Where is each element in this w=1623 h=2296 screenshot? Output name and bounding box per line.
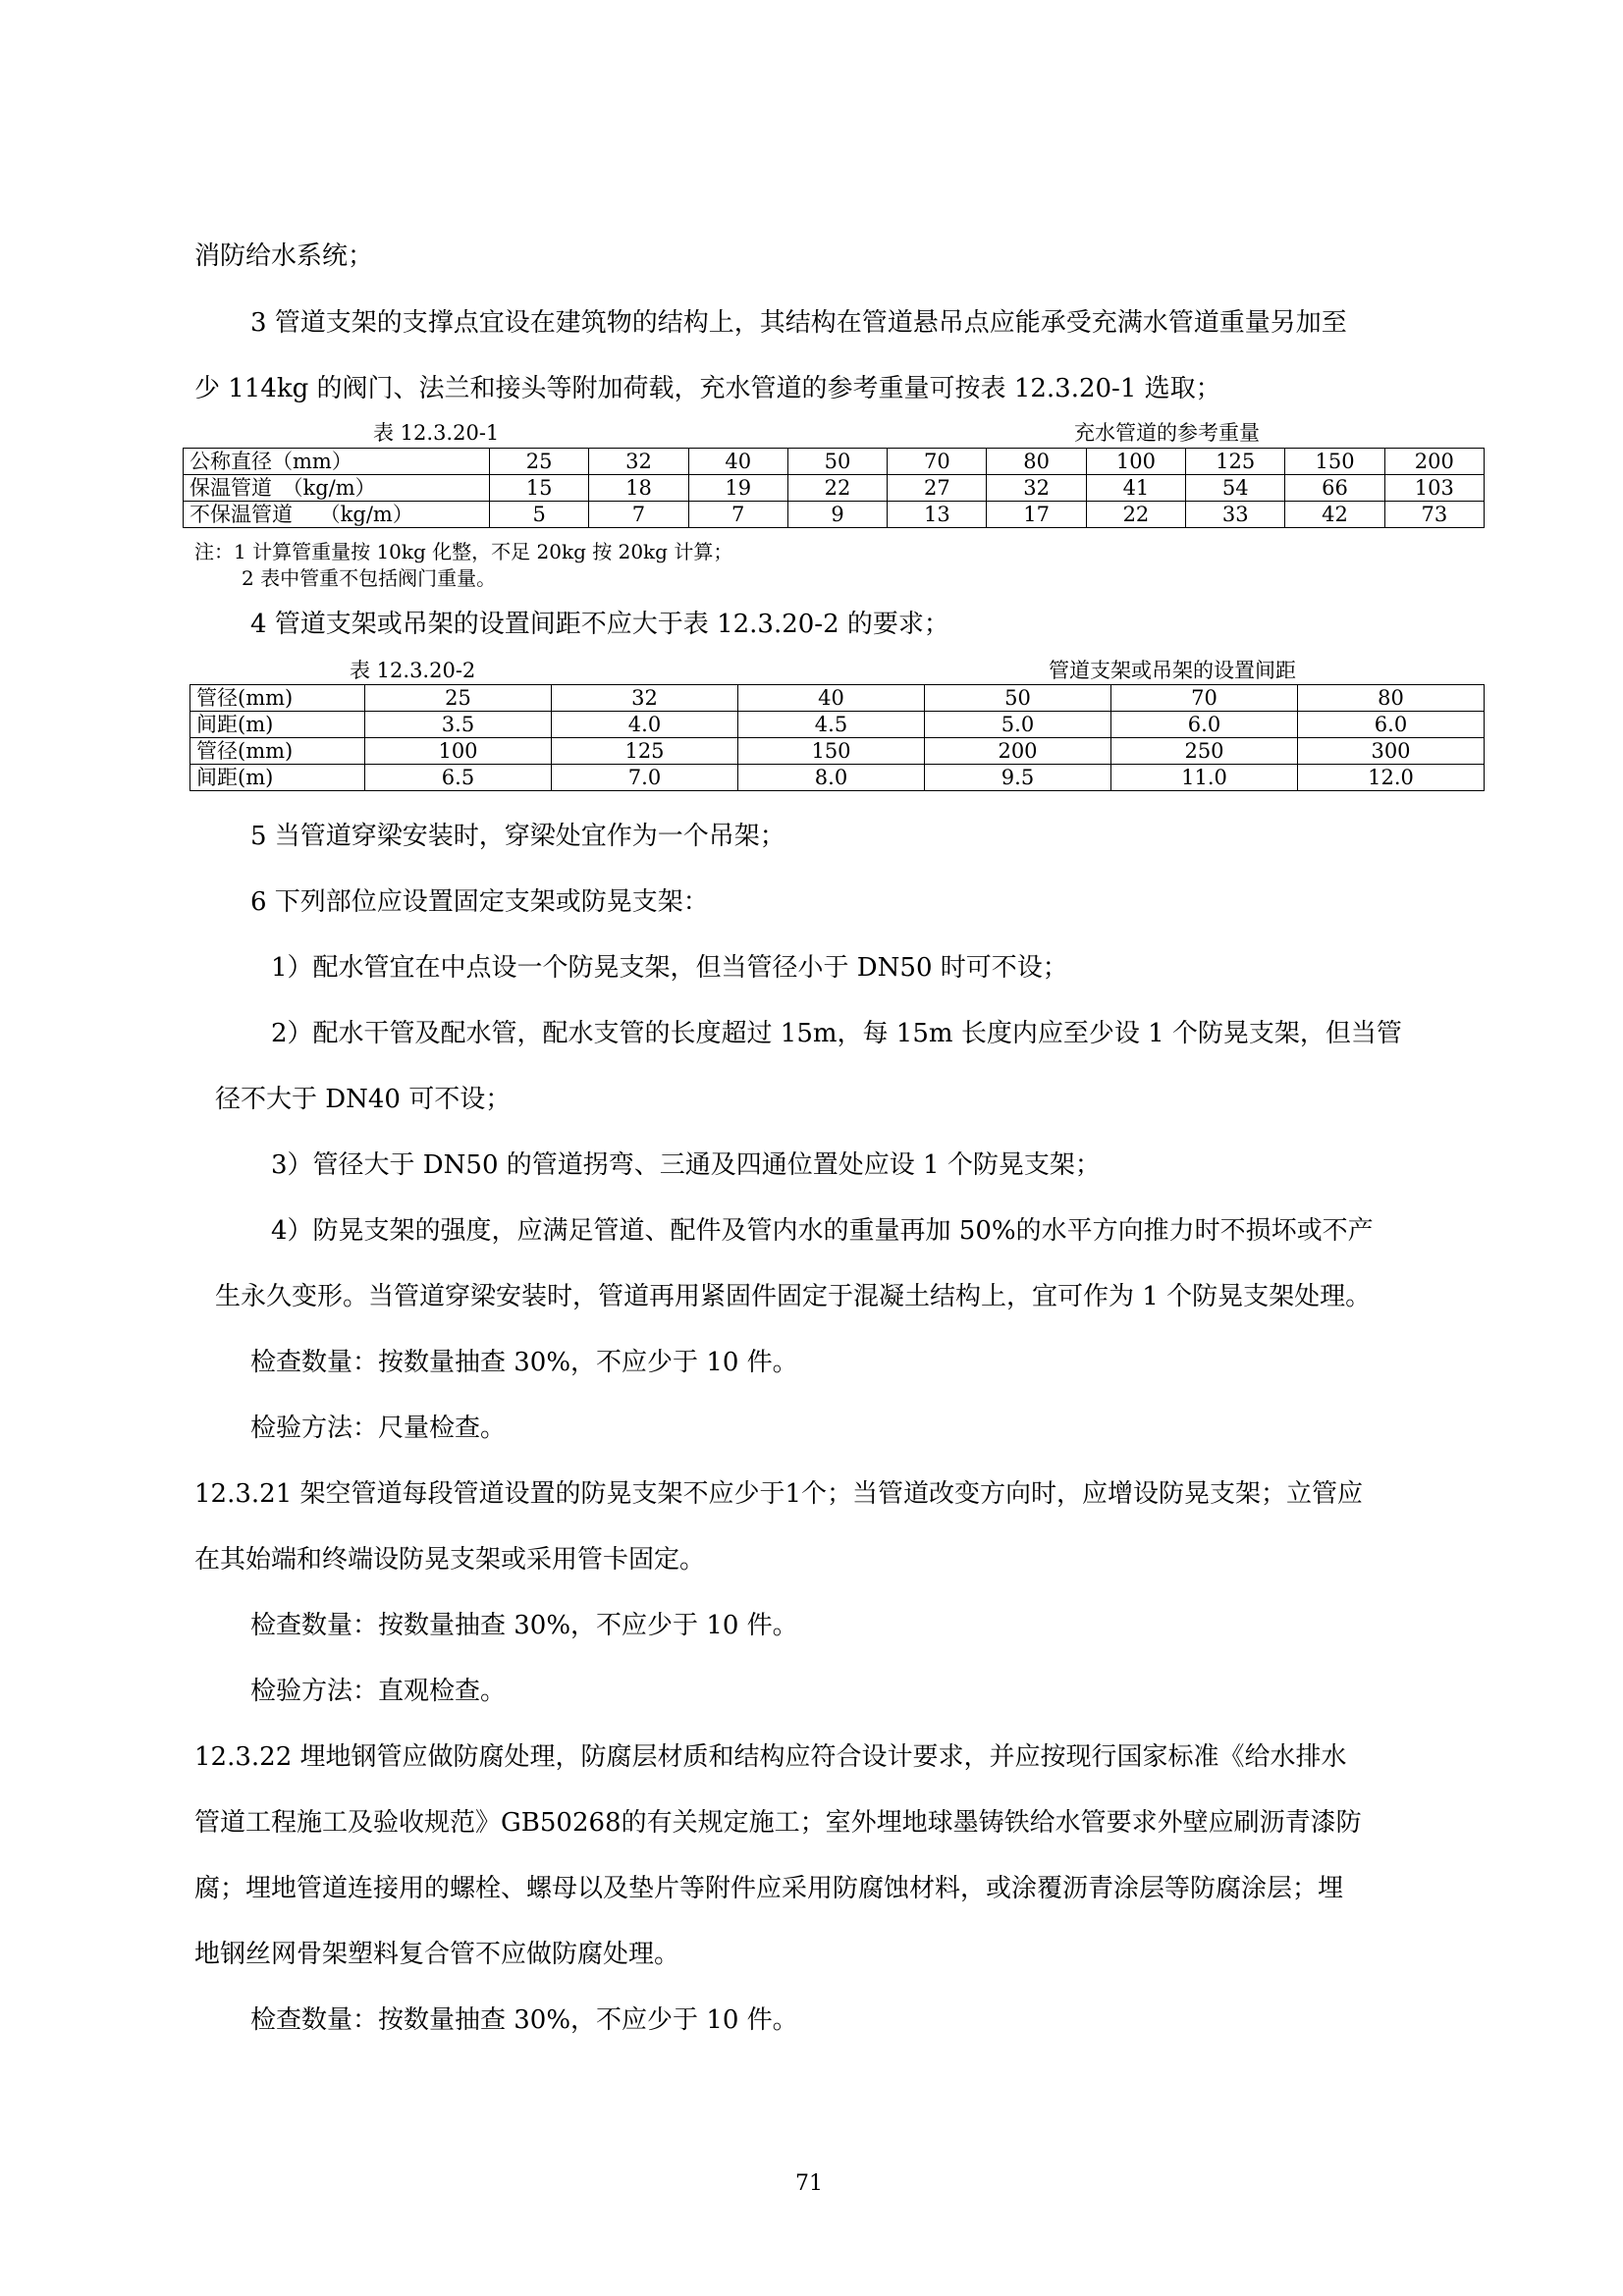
table-cell: 50: [787, 449, 887, 475]
table1-note: 2 表中管重不包括阀门重量。: [242, 566, 497, 590]
paragraph-text: 3 管道支架的支撑点宜设在建筑物的结构上，其结构在管道悬吊点应能承受充满水管道重量另加至: [250, 308, 1347, 338]
paragraph-text: 4 管道支架或吊架的设置间距不应大于表 12.3.20-2 的要求；: [250, 610, 949, 639]
table-cell: 17: [987, 502, 1086, 528]
table-row: [190, 712, 1485, 738]
table-row: [184, 475, 1485, 502]
paragraph-text: 12.3.22 埋地钢管应做防腐处理，防腐层材质和结构应符合设计要求，并应按现行国家标准《给水排水: [194, 1742, 1347, 1772]
table-cell: 41: [1086, 475, 1185, 502]
table-cell: 300: [1298, 738, 1485, 765]
paragraph-text: 3）管径大于 DN50 的管道拐弯、三通及四通位置处应设 1 个防晃支架；: [271, 1150, 1101, 1180]
paragraph-text: 12.3.21 架空管道每段管道设置的防晃支架不应少于1个；当管道改变方向时，应增设防晃支架；立管应: [194, 1479, 1364, 1509]
table-cell: 15: [490, 475, 589, 502]
table-cell: 50: [925, 685, 1111, 712]
paragraph-text: 4）防晃支架的强度，应满足管道、配件及管内水的重量再加 50%的水平方向推力时不损坏或不产: [271, 1216, 1374, 1246]
table-cell: 40: [738, 685, 925, 712]
paragraph-text: 管道工程施工及验收规范》GB50268的有关规定施工；室外埋地球墨铸铁给水管要求外壁应刷沥青漆防: [194, 1808, 1362, 1838]
table-cell: 200: [925, 738, 1111, 765]
table-cell: 27: [888, 475, 987, 502]
table-cell: 33: [1186, 502, 1285, 528]
paragraph-text: 6 下列部位应设置固定支架或防晃支架：: [250, 887, 709, 917]
table-cell: 125: [552, 738, 738, 765]
table1-caption-title: 充水管道的参考重量: [1074, 421, 1260, 445]
table-cell: 80: [1298, 685, 1485, 712]
paragraph-text: 检查数量：按数量抽查 30%，不应少于 10 件。: [250, 1348, 798, 1377]
row-label: 间距(m): [190, 712, 365, 738]
table-cell: 42: [1285, 502, 1384, 528]
table-cell: 12.0: [1298, 765, 1485, 791]
paragraph-text: 检查数量：按数量抽查 30%，不应少于 10 件。: [250, 2005, 798, 2035]
table-cell: 22: [787, 475, 887, 502]
table2-caption-title: 管道支架或吊架的设置间距: [1049, 659, 1296, 682]
table-cell: 13: [888, 502, 987, 528]
table-cell: 100: [365, 738, 552, 765]
paragraph-text: 生永久变形。当管道穿梁安装时，管道再用紧固件固定于混凝土结构上，宜可作为 1 个防晃支架处理。: [215, 1282, 1372, 1311]
table-cell: 6.0: [1111, 712, 1298, 738]
page-number: 71: [795, 2171, 823, 2196]
table-cell: 70: [888, 449, 987, 475]
table-cell: 19: [688, 475, 787, 502]
table-cell: 4.0: [552, 712, 738, 738]
paragraph-text: 5 当管道穿梁安装时，穿梁处宜作为一个吊架；: [250, 822, 785, 851]
table-cell: 32: [987, 475, 1086, 502]
row-label: 保温管道 （kg/m）: [184, 475, 490, 502]
row-label: 管径(mm): [190, 685, 365, 712]
table-cell: 18: [589, 475, 688, 502]
paragraph-text: 径不大于 DN40 可不设；: [215, 1085, 512, 1114]
table-cell: 250: [1111, 738, 1298, 765]
row-label: 不保温管道 （kg/m）: [184, 502, 490, 528]
table-cell: 200: [1384, 449, 1484, 475]
table-cell: 4.5: [738, 712, 925, 738]
table1-note: 注：1 计算管重量按 10kg 化整，不足 20kg 按 20kg 计算；: [194, 540, 733, 563]
table-cell: 32: [552, 685, 738, 712]
table-cell: 25: [490, 449, 589, 475]
table-row: [184, 502, 1485, 528]
table-cell: 103: [1384, 475, 1484, 502]
table-cell: 7: [589, 502, 688, 528]
table-cell: 11.0: [1111, 765, 1298, 791]
table-cell: 150: [1285, 449, 1384, 475]
table1: [183, 448, 1485, 528]
paragraph-text: 腐；埋地管道连接用的螺栓、螺母以及垫片等附件应采用防腐蚀材料，或涂覆沥青涂层等防腐涂层；埋: [194, 1874, 1344, 1903]
table1-caption-id: 表 12.3.20-1: [373, 421, 500, 445]
row-label: 间距(m): [190, 765, 365, 791]
paragraph-text: 消防给水系统；: [194, 241, 374, 271]
table-cell: 5: [490, 502, 589, 528]
table-row: [190, 685, 1485, 712]
table-cell: 7: [688, 502, 787, 528]
paragraph-text: 少 114kg 的阀门、法兰和接头等附加荷载，充水管道的参考重量可按表 12.3.20-1 选取；: [194, 374, 1221, 403]
paragraph-text: 检查数量：按数量抽查 30%，不应少于 10 件。: [250, 1611, 798, 1640]
paragraph-text: 2）配水干管及配水管，配水支管的长度超过 15m，每 15m 长度内应至少设 1 个防晃支架，但当管: [271, 1019, 1402, 1048]
table-cell: 6.0: [1298, 712, 1485, 738]
table-cell: 70: [1111, 685, 1298, 712]
paragraph-text: 1）配水管宜在中点设一个防晃支架，但当管径小于 DN50 时可不设；: [271, 953, 1068, 983]
paragraph-text: 检验方法：尺量检查。: [250, 1414, 507, 1443]
table2: [189, 684, 1485, 791]
table-cell: 6.5: [365, 765, 552, 791]
paragraph-text: 地钢丝网骨架塑料复合管不应做防腐处理。: [194, 1940, 680, 1969]
table-cell: 150: [738, 738, 925, 765]
table-cell: 66: [1285, 475, 1384, 502]
table-cell: 8.0: [738, 765, 925, 791]
table-cell: 7.0: [552, 765, 738, 791]
table2-caption-id: 表 12.3.20-2: [350, 659, 476, 682]
paragraph-text: 检验方法：直观检查。: [250, 1677, 507, 1706]
table-row: [190, 738, 1485, 765]
table-cell: 25: [365, 685, 552, 712]
table-row: [184, 449, 1485, 475]
table-cell: 32: [589, 449, 688, 475]
table-cell: 9: [787, 502, 887, 528]
table-cell: 22: [1086, 502, 1185, 528]
table-cell: 5.0: [925, 712, 1111, 738]
row-label: 公称直径（mm）: [184, 449, 490, 475]
row-label: 管径(mm): [190, 738, 365, 765]
table-cell: 9.5: [925, 765, 1111, 791]
table-cell: 54: [1186, 475, 1285, 502]
table-cell: 40: [688, 449, 787, 475]
table-row: [190, 765, 1485, 791]
table-cell: 100: [1086, 449, 1185, 475]
table-cell: 73: [1384, 502, 1484, 528]
table-cell: 80: [987, 449, 1086, 475]
table-cell: 125: [1186, 449, 1285, 475]
paragraph-text: 在其始端和终端设防晃支架或采用管卡固定。: [194, 1545, 706, 1575]
table-cell: 3.5: [365, 712, 552, 738]
